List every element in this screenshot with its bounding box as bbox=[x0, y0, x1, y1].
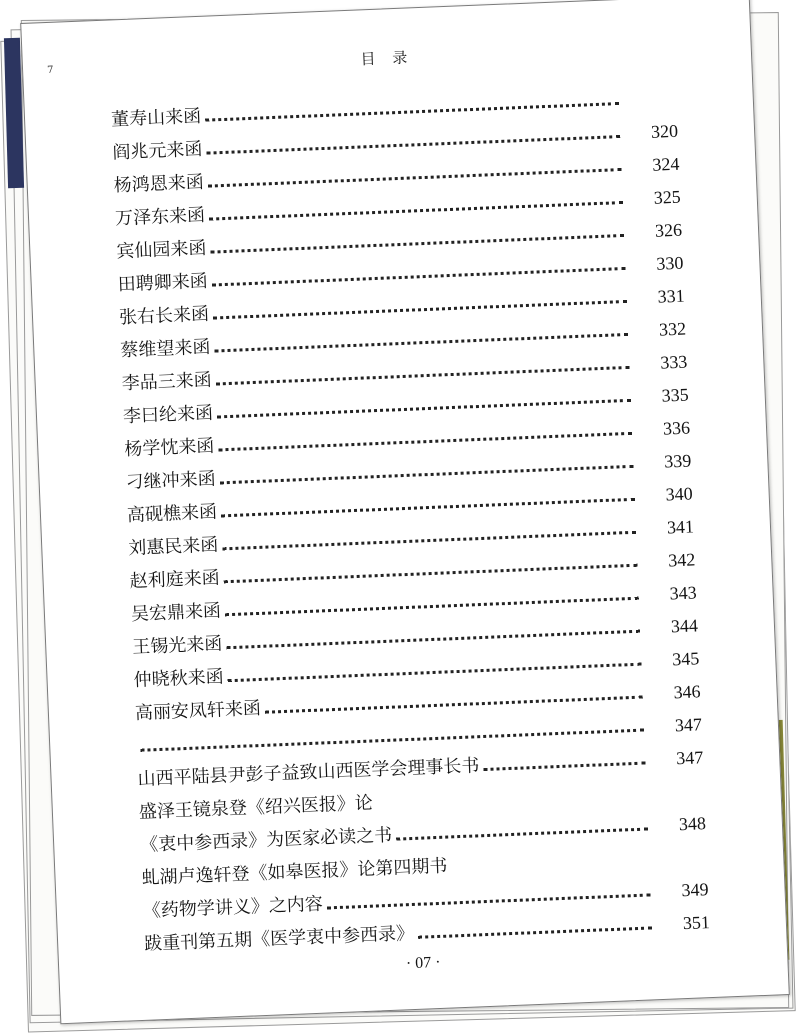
entry-title: 山西平陆县尹彭子益致山西医学会理事长书 bbox=[137, 755, 480, 790]
entry-title: 刁继冲来函 bbox=[125, 468, 217, 494]
entry-page: 335 bbox=[661, 384, 690, 406]
entry-title: 田聘卿来函 bbox=[117, 270, 209, 296]
entry-title: 仲晓秋来函 bbox=[133, 666, 225, 692]
entry-title: 高丽安凤轩来函 bbox=[134, 697, 262, 724]
entry-title: 万泽东来函 bbox=[114, 204, 206, 230]
entry-title: 赵利庭来函 bbox=[129, 567, 221, 593]
entry-title: 刘惠民来函 bbox=[127, 534, 219, 560]
entry-title: 李曰纶来函 bbox=[122, 402, 214, 428]
entry-title: 张右长来函 bbox=[118, 303, 210, 329]
entry-page: 343 bbox=[669, 582, 697, 604]
entry-page: 332 bbox=[658, 318, 687, 340]
entry-title: 虬湖卢逸轩登《如皋医报》论第四期书 bbox=[141, 855, 448, 889]
entry-page: 351 bbox=[682, 912, 711, 934]
entry-page: 336 bbox=[662, 417, 691, 439]
entry-page: 348 bbox=[678, 813, 707, 835]
entry-title: 吴宏鼎来函 bbox=[130, 600, 222, 626]
page-header: 目 录 bbox=[360, 48, 414, 69]
entry-title: 《药物学讲义》之内容 bbox=[142, 893, 324, 922]
entry-title: 阎兆元来函 bbox=[112, 138, 203, 164]
entry-page: 347 bbox=[675, 747, 704, 769]
entry-page: 326 bbox=[654, 219, 683, 241]
entry-title: 杨鸿恩来函 bbox=[113, 171, 205, 197]
entry-title: 李品三来函 bbox=[121, 369, 213, 395]
entry-title: 董寿山来函 bbox=[110, 105, 202, 131]
entry-page: 346 bbox=[673, 681, 701, 703]
entry-page: 331 bbox=[657, 285, 686, 307]
entry-page: 324 bbox=[651, 153, 680, 175]
entry-page: 320 bbox=[650, 120, 679, 142]
entry-page: 333 bbox=[659, 351, 688, 373]
entry-title: 杨学忱来函 bbox=[123, 435, 215, 461]
entry-title: 蔡维望来函 bbox=[120, 336, 211, 362]
page-number: · 07 · bbox=[405, 953, 441, 973]
entry-page: 330 bbox=[655, 252, 684, 274]
entry-title: 高砚樵来函 bbox=[126, 501, 218, 527]
entry-page: 347 bbox=[674, 714, 703, 736]
leader-dots bbox=[418, 926, 652, 938]
entry-page: 325 bbox=[653, 186, 682, 208]
entry-title: 《衷中参西录》为医家必读之书 bbox=[139, 824, 393, 856]
entry-page: 349 bbox=[681, 879, 709, 901]
entry-page: 340 bbox=[665, 483, 694, 505]
leader-dots bbox=[483, 762, 645, 771]
entry-title: 盛泽王镜泉登《绍兴医报》论 bbox=[138, 792, 374, 823]
entry-page: 345 bbox=[671, 648, 700, 670]
entry-title: 跋重刊第五期《医学衷中参西录》 bbox=[143, 922, 415, 955]
toc-page bbox=[20, 0, 790, 1024]
toc-list bbox=[110, 76, 710, 956]
entry-page: 339 bbox=[663, 450, 692, 472]
entry-page: 342 bbox=[667, 549, 696, 571]
entry-page: 344 bbox=[670, 615, 699, 637]
entry-page: 341 bbox=[666, 516, 695, 538]
entry-title: 王锡光来函 bbox=[131, 633, 223, 659]
page-mark: 7 bbox=[46, 64, 54, 77]
entry-title: 宾仙园来函 bbox=[116, 237, 207, 263]
